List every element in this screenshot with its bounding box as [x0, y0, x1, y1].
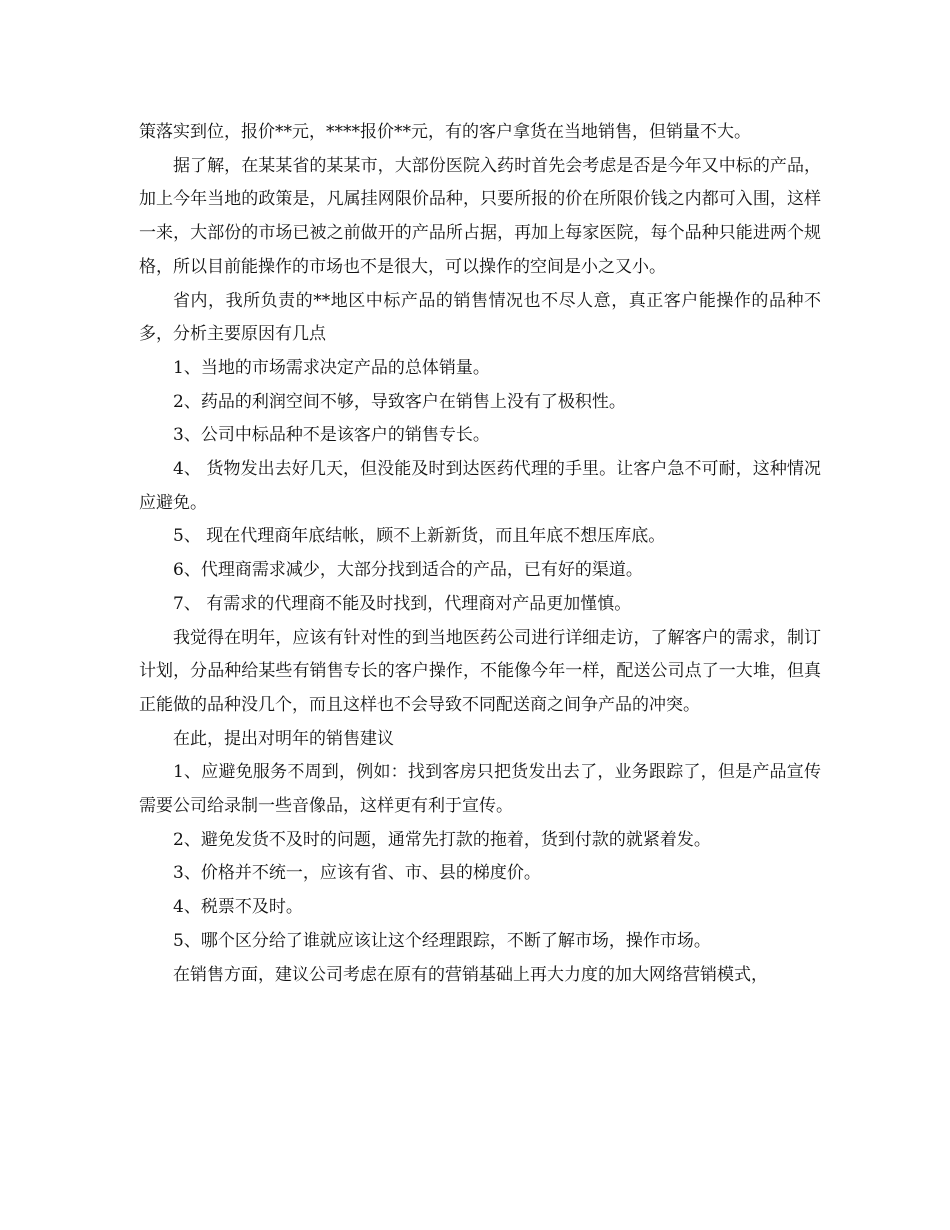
paragraph: 在销售方面，建议公司考虑在原有的营销基础上再大力度的加大网络营销模式， — [173, 964, 768, 985]
paragraph: 策落实到位，报价**元，****报价**元，有的客户拿货在当地销售，但销量不大。 — [139, 122, 751, 142]
paragraph: 我觉得在明年，应该有针对性的到当地医药公司进行详细走访，了解客户的需求，制订计划，分品种给某些有销售专长的客户操作，不能像今年一样，配送公司点了一大堆，但真正能做的品种没几个，而且这样也不会导致不同配送商之间争产品的冲突。 — [139, 627, 821, 715]
paragraph: 7、 有需求的代理商不能及时找到，代理商对产品更加慬慎。 — [173, 593, 632, 614]
paragraph: 5、 现在代理商年底结帐，顾不上新新货，而且年底不想压库底。 — [173, 526, 666, 547]
paragraph: 省内，我所负责的**地区中标产品的销售情况也不尽人意，真正客户能操作的品种不多，分析主要原因有几点 — [139, 290, 821, 345]
paragraph: 1、应避免服务不周到，例如：找到客房只把货发出去了，业务跟踪了，但是产品宣传需要公司给录制一些音像品，这样更有利于宣传。 — [139, 762, 821, 817]
document-body — [139, 116, 821, 992]
paragraph: 1、当地的市场需求决定产品的总体销量。 — [173, 357, 490, 378]
paragraph: 2、药品的利润空间不够，导致客户在销售上没有了极积性。 — [173, 391, 626, 412]
paragraph: 3、公司中标品种不是该客户的销售专长。 — [173, 425, 490, 446]
paragraph: 在此，提出对明年的销售建议 — [173, 728, 394, 749]
paragraph: 6、代理商需求减少，大部分找到适合的产品，已有好的渠道。 — [173, 560, 643, 581]
paragraph: 2、避免发货不及时的问题，通常先打款的拖着，货到付款的就紧着发。 — [173, 829, 711, 850]
paragraph: 5、哪个区分给了谁就应该让这个经理跟踪，不断了解市场，操作市场。 — [173, 930, 711, 951]
paragraph: 4、 货物发出去好几天，但没能及时到达医药代理的手里。让客户急不可耐，这种情况应避免。 — [139, 459, 821, 513]
paragraph: 据了解，在某某省的某某市，大部份医院入药时首先会考虑是否是今年又中标的产品，加上今年当地的政策是，凡属挂网限价品种，只要所报的价在所限价钱之内都可入围，这样一来，大部份的市场已被之前做开的产品所占据，再加上每家医院，每个品种只能进两个规格，所以目前能操作的市场也不是很大，可以操作的空间是小之又小。 — [139, 155, 821, 277]
paragraph: 4、税票不及时。 — [173, 897, 303, 918]
paragraph: 3、价格并不统一，应该有省、市、县的梯度价。 — [173, 863, 541, 884]
